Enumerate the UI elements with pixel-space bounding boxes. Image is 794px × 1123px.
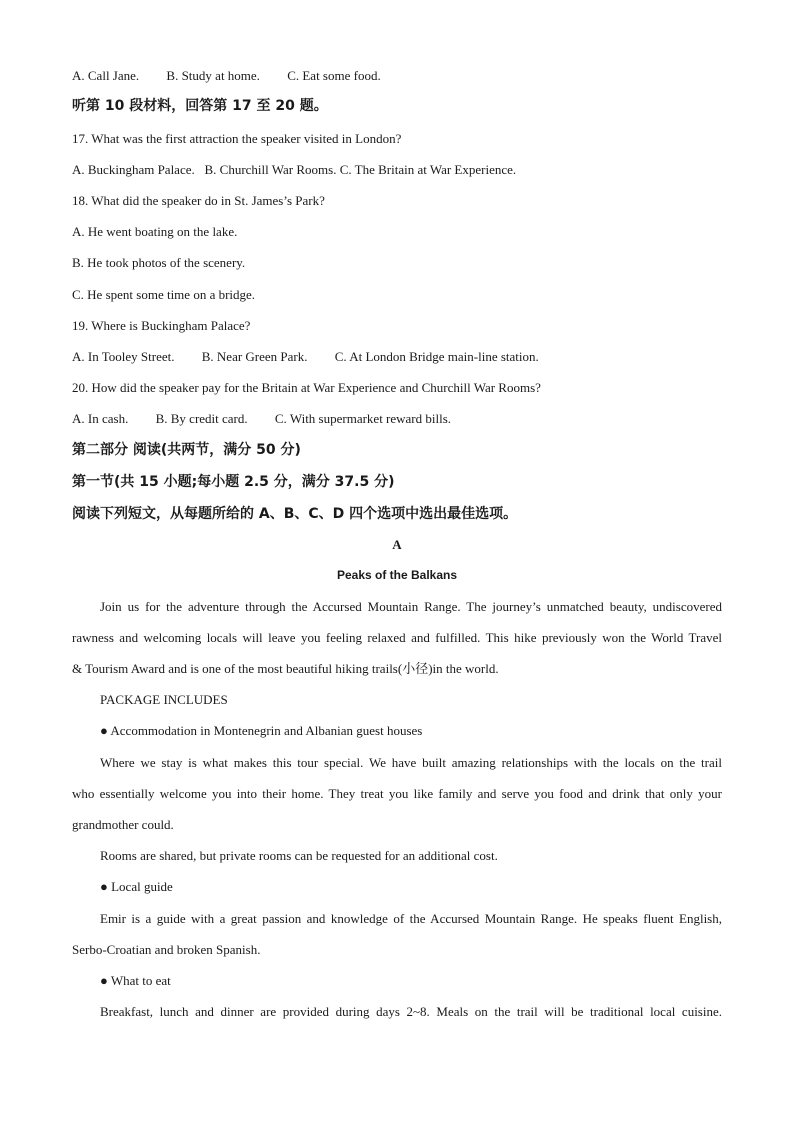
bullet-what-to-eat: ● What to eat <box>100 973 171 988</box>
passage-title: Peaks of the Balkans <box>336 568 458 582</box>
q16-options <box>72 68 722 84</box>
paragraph-3: Rooms are shared, but private rooms can be requested for an additional cost. <box>100 848 498 863</box>
passage-letter: A <box>392 537 402 552</box>
paragraph-4-line-2: Serbo-Croatian and broken Spanish. <box>72 942 261 957</box>
question-19: 19. Where is Buckingham Palace? <box>72 318 251 333</box>
option-b: B. Study at home. <box>166 68 260 83</box>
question-20: 20. How did the speaker pay for the Britain at War Experience and Churchill War Rooms? <box>72 380 541 395</box>
part-two-heading: 第二部分 阅读(共两节，满分 50 分) <box>72 442 301 458</box>
paragraph-2-line-2: who essentially welcome you into their home. They treat you like family and serve you food and drink that only your <box>72 786 722 801</box>
option-b: B. Near Green Park. <box>201 349 308 364</box>
option-c: C. With supermarket reward bills. <box>274 411 452 426</box>
option-a: A. Call Jane. <box>72 68 140 83</box>
q17-options: A. Buckingham Palace. B. Churchill War Rooms. C. The Britain at War Experience. <box>72 162 517 177</box>
question-18: 18. What did the speaker do in St. James’s Park? <box>72 193 325 208</box>
package-heading: PACKAGE INCLUDES <box>100 692 228 707</box>
option-a: A. In cash. <box>72 411 129 426</box>
q20-options <box>72 411 722 427</box>
bullet-accommodation: ● Accommodation in Montenegrin and Albanian guest houses <box>100 723 423 738</box>
bullet-local-guide: ● Local guide <box>100 879 173 894</box>
paragraph-1-line-1: Join us for the adventure through the Accursed Mountain Range. The journey’s unmatched beauty, undiscovered <box>100 599 722 614</box>
q18-option-c: C. He spent some time on a bridge. <box>72 287 256 302</box>
paragraph-4-line-1: Emir is a guide with a great passion and knowledge of the Accursed Mountain Range. He speaks fluent English, <box>100 911 722 926</box>
section10-heading: 听第 10 段材料，回答第 17 至 20 题。 <box>72 98 328 114</box>
paragraph-2-line-1: Where we stay is what makes this tour special. We have built amazing relationships with the locals on the trail <box>100 755 722 770</box>
q18-option-b: B. He took photos of the scenery. <box>72 255 246 270</box>
option-c: C. Eat some food. <box>287 68 381 83</box>
question-17: 17. What was the first attraction the speaker visited in London? <box>72 131 402 146</box>
q19-options <box>72 349 722 365</box>
option-c: C. At London Bridge main-line station. <box>334 349 539 364</box>
paragraph-2-line-3: grandmother could. <box>72 817 174 832</box>
q18-option-a: A. He went boating on the lake. <box>72 224 238 239</box>
paragraph-1-line-2: rawness and welcoming locals will leave you feeling relaxed and fulfilled. This hike previously won the World Travel <box>72 630 722 645</box>
option-b: B. By credit card. <box>155 411 248 426</box>
paragraph-5-line-1: Breakfast, lunch and dinner are provided during days 2~8. Meals on the trail will be traditional local cuisine. <box>100 1004 722 1019</box>
section-one-heading: 第一节(共 15 小题;每小题 2.5 分，满分 37.5 分) <box>72 474 395 490</box>
option-a: A. In Tooley Street. <box>72 349 175 364</box>
paragraph-1-line-3: & Tourism Award and is one of the most beautiful hiking trails(小径)in the world. <box>72 661 499 676</box>
reading-instruction: 阅读下列短文，从每题所给的 A、B、C、D 四个选项中选出最佳选项。 <box>72 506 518 522</box>
